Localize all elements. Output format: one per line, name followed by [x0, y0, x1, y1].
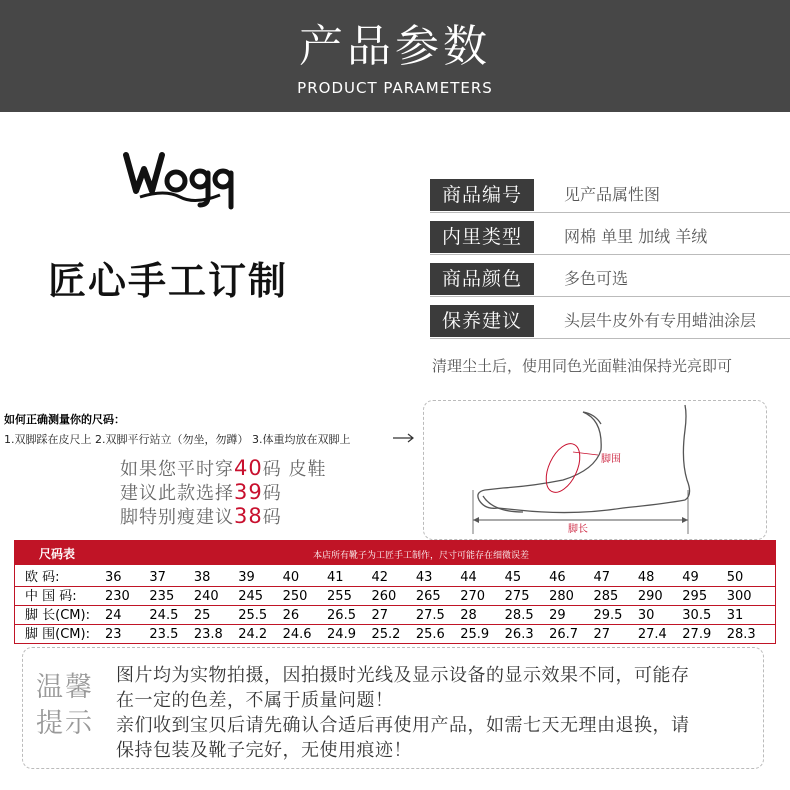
param-row-item-number — [430, 179, 790, 211]
table-cell: 250 — [282, 589, 308, 604]
table-cell: 29.5 — [593, 608, 623, 623]
param-row-lining — [430, 221, 790, 253]
table-cell: 30 — [637, 608, 655, 623]
table-cell: 285 — [593, 589, 619, 604]
table-cell: 44 — [460, 570, 477, 585]
girth-ring — [539, 439, 586, 498]
divider — [430, 296, 790, 297]
table-cell: 48 — [637, 570, 655, 585]
table-cell: 49 — [682, 570, 699, 585]
measure-title: 如何正确测量你的尺码： — [4, 413, 125, 426]
table-cell: 235 — [149, 589, 175, 604]
table-cell: 25.5 — [238, 608, 268, 623]
tip-text: 建议此款选择 — [120, 483, 234, 504]
tip-text: 码 — [262, 507, 282, 528]
table-cell: 280 — [549, 589, 574, 604]
table-cell: 230 — [105, 589, 130, 604]
table-cell: 27 — [593, 627, 611, 642]
table-cell: 27.5 — [415, 608, 445, 623]
tip-size-number: 39 — [234, 480, 263, 504]
row-label: 中 国 码: — [25, 589, 77, 604]
table-cell: 265 — [415, 589, 441, 604]
table-cell: 45 — [504, 570, 522, 585]
table-cell: 39 — [238, 570, 255, 585]
size-tip-line — [120, 503, 282, 529]
table-cell: 28 — [460, 608, 477, 623]
foot-outline-icon — [478, 405, 690, 513]
table-cell: 23 — [105, 627, 122, 642]
param-value: 头层牛皮外有专用蜡油涂层 — [564, 311, 757, 330]
arrow-right-icon — [392, 432, 416, 444]
tip-size-number: 38 — [234, 504, 263, 528]
param-label: 商品编号 — [430, 179, 534, 211]
table-cell: 25 — [193, 608, 211, 623]
table-cell: 24.6 — [282, 627, 312, 642]
table-cell: 30.5 — [682, 608, 712, 623]
table-cell: 47 — [593, 570, 611, 585]
table-cell: 290 — [637, 589, 663, 604]
table-cell: 31 — [726, 608, 744, 623]
divider — [430, 254, 790, 255]
row-label: 欧 码: — [25, 570, 60, 585]
table-row — [15, 625, 775, 644]
divider — [15, 605, 775, 606]
foot-diagram — [423, 400, 765, 538]
table-cell: 27.9 — [682, 627, 712, 642]
divider — [15, 586, 775, 587]
tip-size-number: 40 — [234, 456, 263, 480]
table-cell: 275 — [504, 589, 530, 604]
brand-logo — [120, 145, 250, 215]
table-row — [15, 587, 775, 606]
notice-line: 亲们收到宝贝后请先确认合适后再使用产品，如需七天无理由退换，请 — [116, 715, 690, 736]
table-cell: 25.9 — [460, 627, 490, 642]
table-cell: 38 — [193, 570, 211, 585]
param-value: 见产品属性图 — [564, 185, 661, 204]
size-table-note: 本店所有靴子为工匠手工制作，尺寸可能存在细微误差 — [313, 551, 530, 561]
param-value: 多色可选 — [564, 269, 629, 288]
page-subtitle: PRODUCT PARAMETERS — [297, 79, 493, 97]
size-tip-line — [120, 455, 326, 481]
tip-text: 码 皮鞋 — [262, 459, 327, 480]
table-cell: 40 — [282, 570, 300, 585]
param-label: 内里类型 — [430, 221, 534, 253]
table-cell: 25.2 — [371, 627, 401, 642]
length-label: 脚长 — [568, 524, 588, 535]
table-cell: 23.5 — [149, 627, 179, 642]
size-table-header — [15, 541, 775, 565]
divider — [430, 338, 790, 339]
size-table-title: 尺码表 — [39, 547, 76, 561]
divider — [430, 212, 790, 213]
brand-slogan: 匠心手工订制 — [48, 259, 289, 303]
table-cell: 28.5 — [504, 608, 534, 623]
param-label: 保养建议 — [430, 305, 534, 337]
table-cell: 28.3 — [726, 627, 756, 642]
tip-text: 脚特别瘦建议 — [120, 507, 234, 528]
table-cell: 41 — [327, 570, 344, 585]
table-row — [15, 606, 775, 625]
table-cell: 240 — [193, 589, 219, 604]
row-label: 脚 围(CM): — [25, 627, 90, 642]
table-cell: 24.5 — [149, 608, 179, 623]
row-label: 脚 长(CM): — [25, 608, 90, 623]
param-row-color — [430, 263, 790, 295]
table-cell: 255 — [327, 589, 352, 604]
table-cell: 26.3 — [504, 627, 534, 642]
table-cell: 260 — [371, 589, 397, 604]
table-row — [15, 568, 775, 587]
table-cell: 24.2 — [238, 627, 268, 642]
page-title: 产品参数 — [299, 21, 491, 72]
param-row-care — [430, 305, 790, 337]
notice-title: 温馨提示 — [36, 672, 94, 739]
table-cell: 27 — [371, 608, 388, 623]
table-cell: 270 — [460, 589, 486, 604]
table-cell: 36 — [105, 570, 122, 585]
table-cell: 23.8 — [193, 627, 223, 642]
notice-line: 保持包装及靴子完好，无使用痕迹！ — [116, 740, 412, 761]
measure-steps: 1.双脚踩在皮尺上 2.双脚平行站立（勿坐，勿蹲） 3.体重均放在双脚上 — [4, 433, 351, 446]
table-cell: 43 — [415, 570, 433, 585]
param-value: 网棉 单里 加绒 羊绒 — [564, 227, 708, 246]
table-cell: 26 — [282, 608, 300, 623]
table-cell: 50 — [726, 570, 744, 585]
table-cell: 37 — [149, 570, 166, 585]
table-cell: 29 — [549, 608, 566, 623]
divider — [15, 624, 775, 625]
girth-label: 脚围 — [601, 454, 621, 465]
table-cell: 295 — [682, 589, 708, 604]
size-tip-line — [120, 479, 282, 505]
size-table — [14, 540, 776, 644]
care-extra-text: 清理尘土后，使用同色光面鞋油保持光亮即可 — [432, 357, 733, 375]
notice-line: 图片均为实物拍摄，因拍摄时光线及显示设备的显示效果不同，可能存 — [116, 665, 690, 686]
notice-line: 在一定的色差，不属于质量问题！ — [116, 690, 394, 711]
table-cell: 25.6 — [415, 627, 445, 642]
tip-text: 码 — [262, 483, 282, 504]
header-banner — [0, 0, 790, 112]
table-cell: 26.7 — [549, 627, 579, 642]
table-cell: 245 — [238, 589, 264, 604]
table-cell: 42 — [371, 570, 388, 585]
table-cell: 24.9 — [327, 627, 356, 642]
param-label: 商品颜色 — [430, 263, 534, 295]
table-cell: 26.5 — [327, 608, 356, 623]
table-cell: 24 — [105, 608, 122, 623]
table-cell: 300 — [726, 589, 752, 604]
table-cell: 27.4 — [637, 627, 667, 642]
table-cell: 46 — [549, 570, 566, 585]
tip-text: 如果您平时穿 — [120, 459, 234, 480]
